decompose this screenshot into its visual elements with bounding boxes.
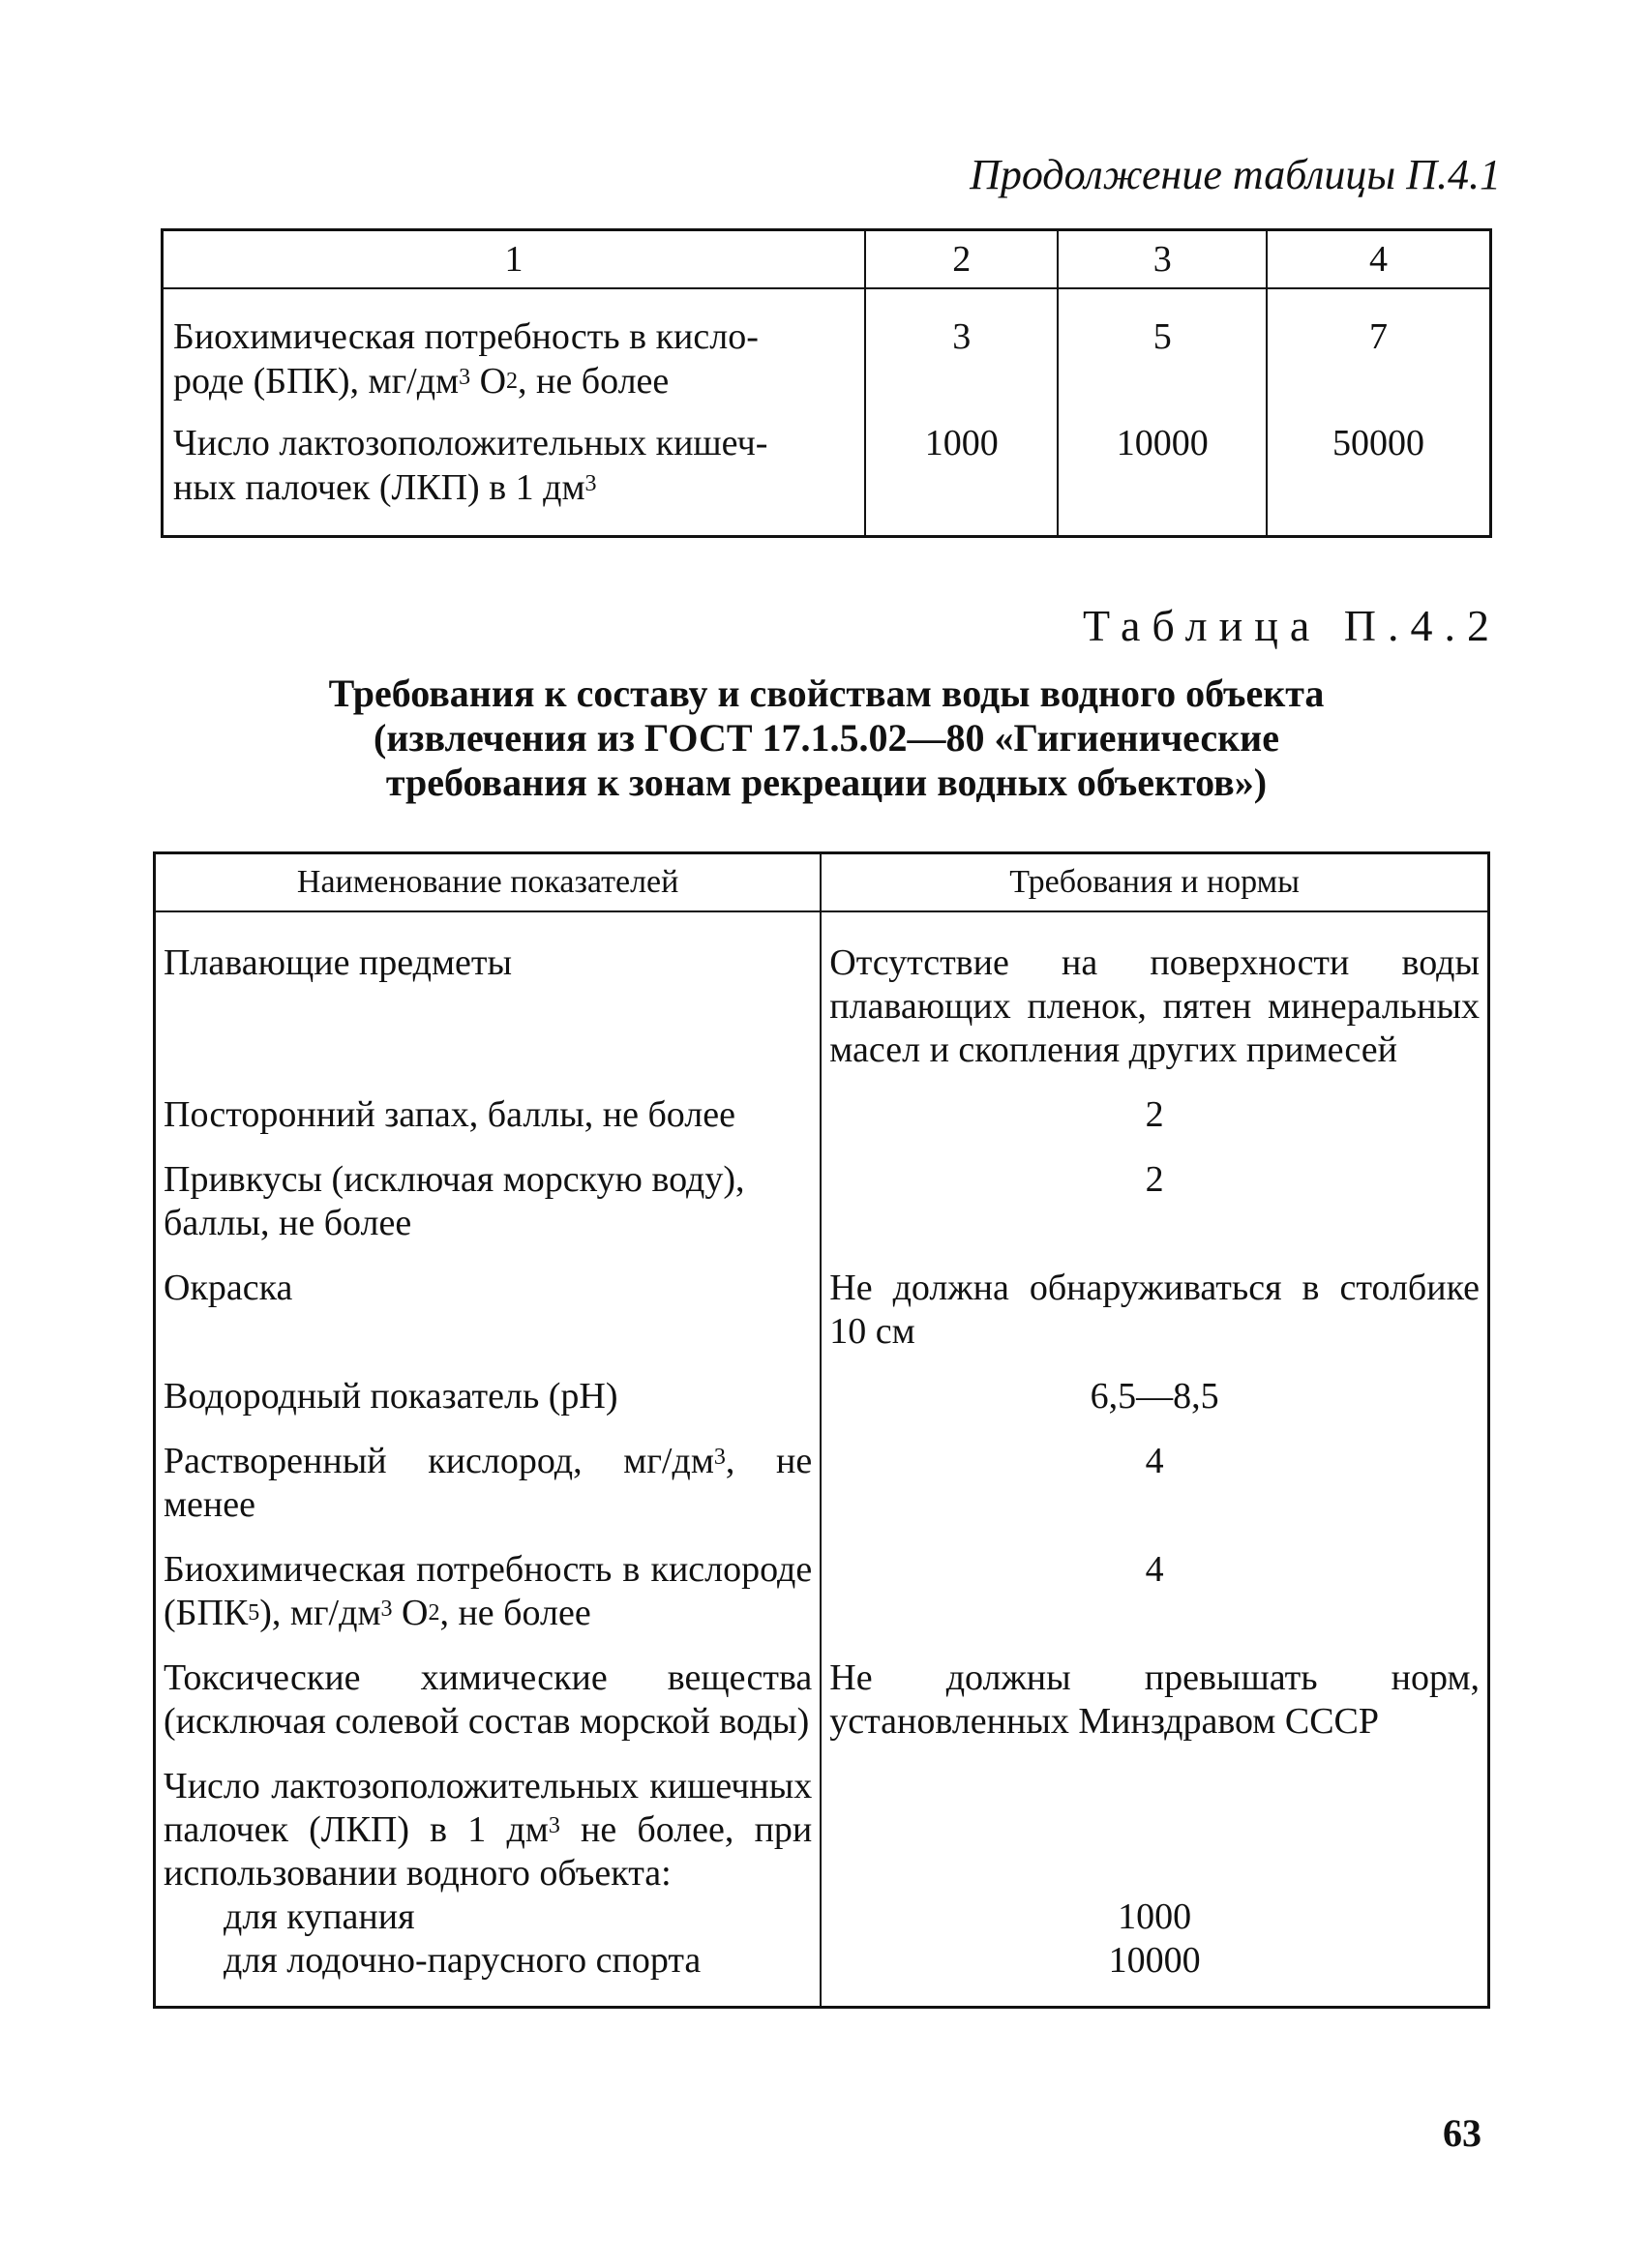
requirement-cell (821, 1744, 1488, 1895)
table-row (155, 1744, 1489, 1895)
table-label: Таблица П.4.2 (1083, 601, 1501, 650)
column-header: 1 (163, 230, 865, 289)
table-row (155, 1939, 1489, 2008)
text-part: Число лактозоположительных кишечных палочек (ЛКП) в 1 дм (164, 1766, 813, 1850)
table-row (163, 403, 1491, 537)
superscript: 3 (380, 1597, 393, 1622)
column-header: Наименование показателей (155, 853, 822, 912)
text-part: О (470, 361, 507, 402)
table-header-row (163, 230, 1491, 289)
indicator-name: Водородный показатель (pH) (155, 1354, 822, 1418)
value-cell: 5 (1058, 288, 1267, 403)
table-row (155, 1245, 1489, 1354)
value-cell: 7 (1267, 288, 1490, 403)
value-cell: 10000 (1058, 403, 1267, 537)
requirement-cell: Не должна обнаруживаться в столбике 10 см (821, 1245, 1488, 1354)
requirement-cell: 6,5—8,5 (821, 1354, 1488, 1418)
text-part: Биохимическая потребность в кислороде (БПК (164, 1549, 813, 1633)
subscript: 2 (506, 369, 519, 394)
superscript: 3 (713, 1445, 726, 1470)
text-part: роде (БПК), мг/дм (173, 361, 460, 402)
text-part: , не более (518, 361, 670, 402)
text-line: Биохимическая потребность в кисло- (173, 316, 759, 357)
column-header: 2 (865, 230, 1059, 289)
table-row (155, 1137, 1489, 1245)
column-header: Требования и нормы (821, 853, 1488, 912)
indicator-name: Токсические химические вещества (исключая солевой состав морской воды) (155, 1635, 822, 1744)
indicator-name: Привкусы (исключая морскую воду), баллы, не более (155, 1137, 822, 1245)
requirement-cell: Отсутствие на поверхности воды плавающих пленок, пятен минеральных масел и скопления других примесей (821, 911, 1488, 1072)
table-row (155, 1635, 1489, 1744)
table-header-row (155, 853, 1489, 912)
indicator-name (155, 1527, 822, 1635)
table-p41-continuation (161, 228, 1492, 538)
page-number: 63 (1443, 2111, 1481, 2155)
column-header: 3 (1058, 230, 1267, 289)
text-part: Растворенный кислород, мг/дм (164, 1441, 714, 1481)
indicator-name (163, 403, 865, 537)
requirement-cell: Не должны превышать норм, установленных Минздравом СССР (821, 1635, 1488, 1744)
column-header: 4 (1267, 230, 1490, 289)
text-part: не более, при использовании водного объекта: (164, 1809, 813, 1894)
title-line: требования к зонам рекреации водных объектов») (385, 761, 1268, 804)
table-p42 (153, 851, 1490, 2009)
continuation-caption: Продолжение таблицы П.4.1 (970, 151, 1501, 198)
text-line (173, 465, 854, 510)
indicator-name (163, 288, 865, 403)
text-part: ных палочек (ЛКП) в 1 дм (173, 467, 585, 508)
text-part: , не менее (164, 1441, 813, 1525)
table-row (163, 288, 1491, 403)
requirement-cell: 10000 (821, 1939, 1488, 2008)
text-part: ), мг/дм (259, 1593, 381, 1633)
text-part: , не более (439, 1593, 591, 1633)
requirement-cell: 4 (821, 1418, 1488, 1527)
indicator-name: Плавающие предметы (155, 911, 822, 1072)
requirement-cell: 1000 (821, 1895, 1488, 1939)
requirement-cell: 4 (821, 1527, 1488, 1635)
indicator-name (155, 1418, 822, 1527)
indicator-name: Окраска (155, 1245, 822, 1354)
superscript: 3 (584, 471, 597, 496)
value-cell: 1000 (865, 403, 1059, 537)
subscript: 2 (428, 1600, 440, 1626)
text-line (173, 359, 854, 403)
requirement-cell: 2 (821, 1072, 1488, 1137)
table-row (155, 1418, 1489, 1527)
indicator-name (155, 1939, 822, 2008)
subscript: 5 (248, 1600, 260, 1626)
table-row (155, 911, 1489, 1072)
indicator-name (155, 1895, 822, 1939)
text-line: для купания (224, 1896, 415, 1937)
title-line: (извлечения из ГОСТ 17.1.5.02—80 «Гигиенические (374, 716, 1279, 760)
indicator-name: Посторонний запах, баллы, не более (155, 1072, 822, 1137)
table-row (155, 1527, 1489, 1635)
table-title (161, 671, 1492, 805)
text-line: для лодочно-парусного спорта (224, 1940, 702, 1981)
title-line: Требования к составу и свойствам воды водного объекта (328, 671, 1325, 715)
value-cell: 3 (865, 288, 1059, 403)
table-row (155, 1354, 1489, 1418)
superscript: 3 (548, 1813, 560, 1838)
value-cell: 50000 (1267, 403, 1490, 537)
superscript: 3 (459, 365, 471, 390)
text-line: Число лактозоположительных кишеч- (173, 423, 768, 463)
table-row (155, 1895, 1489, 1939)
indicator-name (155, 1744, 822, 1895)
text-part: О (392, 1593, 429, 1633)
table-row (155, 1072, 1489, 1137)
requirement-cell: 2 (821, 1137, 1488, 1245)
